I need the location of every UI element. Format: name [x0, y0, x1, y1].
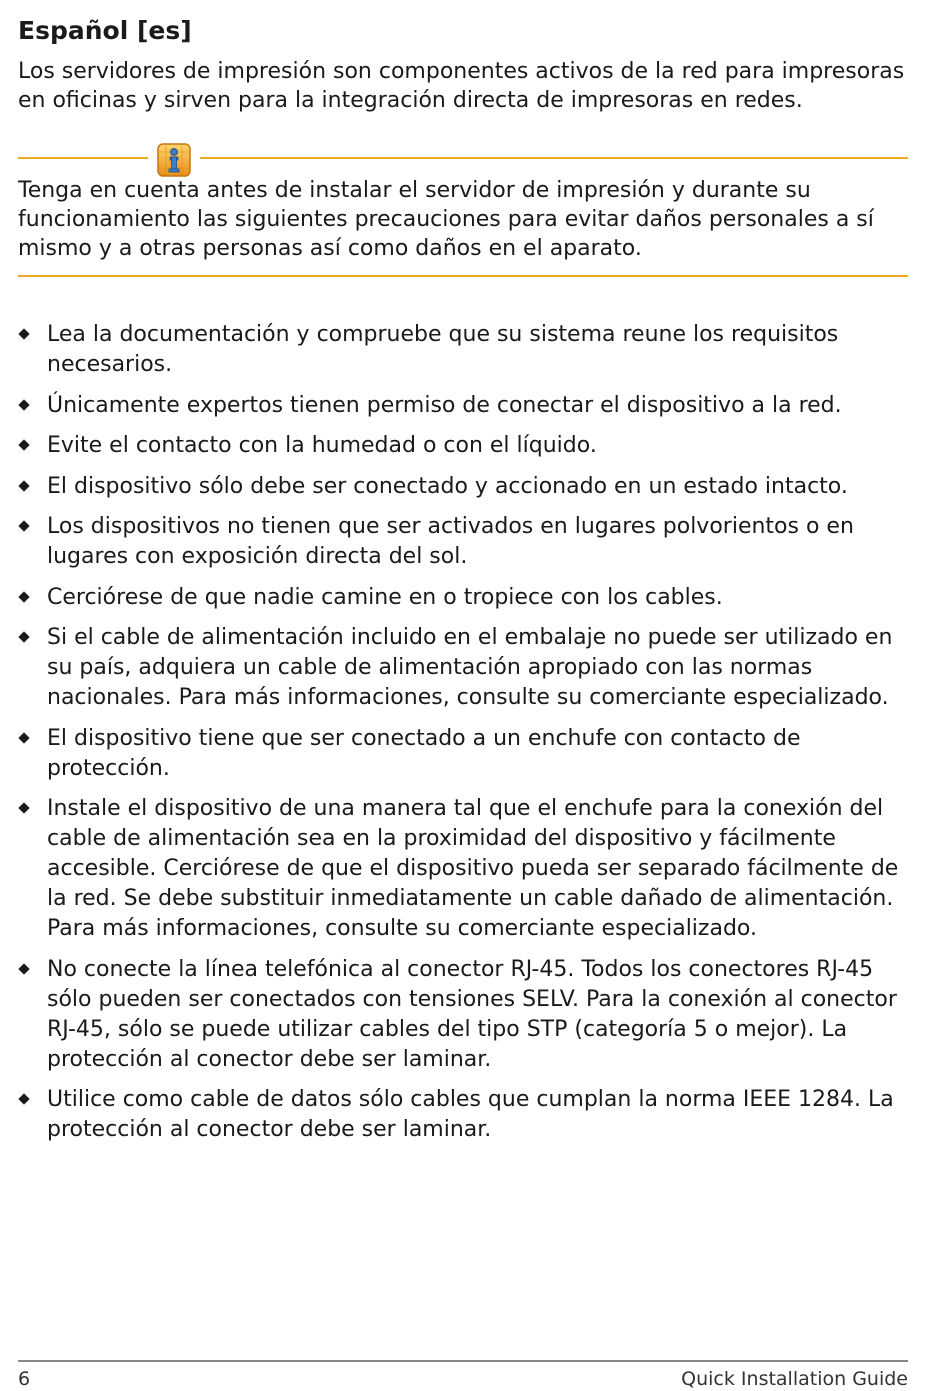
- section-title: Español [es]: [18, 16, 192, 45]
- diamond-bullet-icon: [18, 439, 29, 450]
- list-item: [18, 472, 908, 502]
- list-item: [18, 512, 908, 572]
- list-item-text: El dispositivo sólo debe ser conectado y accionado en un estado intacto.: [47, 473, 848, 499]
- list-item-text: Utilice como cable de datos sólo cables que cumplan la norma IEEE 1284. La protección al conector debe ser laminar.: [47, 1087, 894, 1142]
- diamond-bullet-icon: [18, 520, 29, 531]
- list-item: [18, 320, 908, 380]
- diamond-bullet-icon: [18, 631, 29, 642]
- notice-bottom-rule: [18, 275, 908, 277]
- list-item: [18, 724, 908, 784]
- diamond-bullet-icon: [18, 591, 29, 602]
- list-item: [18, 391, 908, 421]
- list-item-text: El dispositivo tiene que ser conectado a un enchufe con contacto de protección.: [47, 725, 801, 781]
- list-item: [18, 431, 908, 461]
- diamond-bullet-icon: [18, 1093, 29, 1104]
- notice-text: Tenga en cuenta antes de instalar el servidor de impresión y durante su funcionamiento las siguientes precauciones para evitar daños personales a sí mismo y a otras personas así como daños en el aparato.: [18, 178, 874, 261]
- list-item: [18, 623, 908, 713]
- intro-paragraph: Los servidores de impresión son componentes activos de la red para impresoras en oficinas y sirven para la integración directa de impresoras en redes.: [18, 59, 905, 113]
- list-item-text: Únicamente expertos tienen permiso de conectar el dispositivo a la red.: [47, 392, 842, 418]
- diamond-bullet-icon: [18, 328, 29, 339]
- manual-page: [18, 0, 908, 1391]
- precautions-list: [18, 320, 908, 1156]
- list-item-text: No conecte la línea telefónica al conector RJ-45. Todos los conectores RJ-45 sólo pueden ser conectados con tensiones SELV. Para la conexión al conector RJ-45, sólo se puede utilizar cables del tipo STP (categoría 5 o mejor). La protección al conector debe ser laminar.: [47, 956, 897, 1072]
- list-item-text: Cerciórese de que nadie camine en o tropiece con los cables.: [47, 584, 723, 610]
- diamond-bullet-icon: [18, 480, 29, 491]
- guide-title: Quick Installation Guide: [681, 1368, 908, 1390]
- diamond-bullet-icon: [18, 732, 29, 743]
- list-item-text: Instale el dispositivo de una manera tal que el enchufe para la conexión del cable de alimentación sea en la proximidad del dispositivo y fácilmente accesible. Cerciórese de que el dispositivo pueda ser separado fácilmente de la red. Se debe substituir inmediatamente un cable dañado de alimentación. Para más informaciones, consulte su comerciante especializado.: [47, 796, 899, 941]
- list-item: [18, 1085, 908, 1145]
- footer-rule: [18, 1360, 908, 1362]
- list-item-text: Lea la documentación y compruebe que su sistema reune los requisitos necesarios.: [47, 322, 839, 377]
- info-icon: [148, 140, 200, 180]
- diamond-bullet-icon: [18, 802, 29, 813]
- list-item-text: Si el cable de alimentación incluido en el embalaje no puede ser utilizado en su país, adquiera un cable de alimentación apropiado con las normas nacionales. Para más informaciones, consulte su comerciante especializado.: [47, 625, 893, 710]
- list-item: [18, 955, 908, 1075]
- page-number: 6: [18, 1368, 31, 1390]
- list-item-text: Los dispositivos no tienen que ser activados en lugares polvorientos o en lugares con exposición directa del sol.: [47, 514, 854, 569]
- list-item: [18, 583, 908, 613]
- diamond-bullet-icon: [18, 963, 29, 974]
- diamond-bullet-icon: [18, 399, 29, 410]
- list-item: [18, 794, 908, 944]
- list-item-text: Evite el contacto con la humedad o con el líquido.: [47, 433, 597, 458]
